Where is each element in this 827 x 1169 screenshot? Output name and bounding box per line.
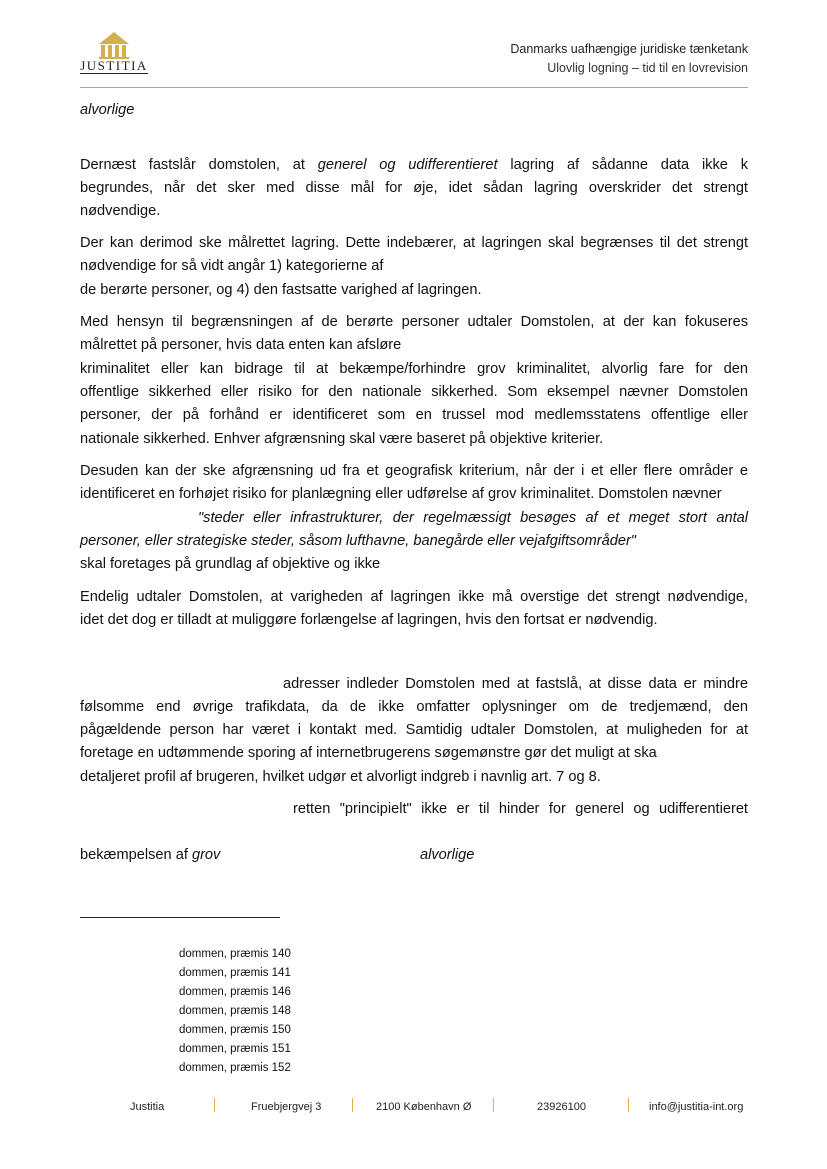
- footnote: dommen, præmis 148: [179, 1005, 291, 1017]
- body-line: pågældende person har været i kontakt med. Samtidig udtaler Domstolen, at muligheden for at: [80, 722, 748, 738]
- body-line: alvorlige: [80, 102, 135, 118]
- quote-line: personer, eller strategiske steder, såsom lufthavne, banegårde eller vejafgiftsområder": [80, 533, 636, 549]
- body-line: målrettet på personer, hvis data enten kan afsløre: [80, 337, 402, 353]
- footnote: dommen, præmis 152: [179, 1062, 291, 1074]
- body-line: Desuden kan der ske afgrænsning ud fra et geografisk kriterium, når der i et eller flere områder e: [80, 463, 748, 479]
- body-line: offentlige sikkerhed eller risiko for den nationale sikkerhed. Som eksempel nævner Domstolen: [80, 384, 748, 400]
- body-line: retten "principielt" ikke er til hinder for generel og udifferentieret: [293, 801, 748, 817]
- body-line: kriminalitet eller kan bidrage til at bekæmpe/forhindre grov kriminalitet, alvorlig fare for den: [80, 361, 748, 377]
- footer-phone: 23926100: [537, 1101, 586, 1113]
- organization-name: Danmarks uafhængige juridiske tænketank: [510, 42, 748, 56]
- body-line: foretage en udtømmende sporing af internetbrugerens søgemønstre gør det muligt at ska: [80, 745, 657, 761]
- body-line: Der kan derimod ske målrettet lagring. Dette indebærer, at lagringen skal begrænses til det strengt: [80, 235, 748, 251]
- footer-separator: [628, 1098, 629, 1112]
- body-line: detaljeret profil af brugeren, hvilket udgør et alvorligt indgreb i navnlig art. 7 og 8.: [80, 769, 601, 785]
- body-line: adresser indleder Domstolen med at fastslå, at disse data er mindre: [283, 676, 748, 692]
- body-line: personer, der på forhånd er identificeret som en trussel mod medlemsstatens offentlige eller: [80, 407, 748, 423]
- footer-separator: [352, 1098, 353, 1112]
- body-line: de berørte personer, og 4) den fastsatte varighed af lagringen.: [80, 282, 482, 298]
- columns-logo-icon: [78, 30, 150, 60]
- footnote: dommen, præmis 150: [179, 1024, 291, 1036]
- body-line: alvorlige: [420, 847, 475, 863]
- body-line: Med hensyn til begrænsningen af de berørte personer udtaler Domstolen, at der kan fokuseres: [80, 314, 748, 330]
- footer-city: 2100 København Ø: [376, 1101, 472, 1113]
- body-line: nationale sikkerhed. Enhver afgrænsning skal være baseret på objektive kriterier.: [80, 431, 604, 447]
- body-line: følsomme end øvrige trafikdata, da de ikke omfatter oplysninger om de tredjemænd, den: [80, 699, 748, 715]
- footnote-divider: [80, 917, 280, 918]
- body-line: nødvendige for så vidt angår 1) kategorierne af: [80, 258, 384, 274]
- footer-separator: [214, 1098, 215, 1112]
- quote-line: "steder eller infrastrukturer, der regelmæssigt besøges af et meget stort antal: [198, 510, 748, 526]
- body-line: Endelig udtaler Domstolen, at varigheden af lagringen ikke må overstige det strengt nødvendige,: [80, 589, 748, 605]
- footnote: dommen, præmis 140: [179, 948, 291, 960]
- footnote: dommen, præmis 151: [179, 1043, 291, 1055]
- body-line: bekæmpelsen af grov: [80, 847, 221, 863]
- footnote: dommen, præmis 146: [179, 986, 291, 998]
- logo-underline: [80, 73, 148, 74]
- body-line: idet det dog er tilladt at muliggøre forlængelse af lagringen, hvis den fortsat er nødvendig.: [80, 612, 658, 628]
- footer-email[interactable]: info@justitia-int.org: [649, 1101, 744, 1113]
- footer-separator: [493, 1098, 494, 1112]
- footer-street: Fruebjergvej 3: [251, 1101, 322, 1113]
- body-line: begrundes, når det sker med disse mål for øje, idet sådan lagring overskrider det strengt: [80, 180, 748, 196]
- logo-wordmark: JUSTITIA: [80, 58, 148, 73]
- footnote: dommen, præmis 141: [179, 967, 291, 979]
- document-title: Ulovlig logning – tid til en lovrevision: [547, 61, 748, 75]
- body-line: skal foretages på grundlag af objektive og ikke: [80, 556, 381, 572]
- body-line: identificeret en forhøjet risiko for planlægning eller udførelse af grov kriminalitet. Domstolen nævner: [80, 486, 722, 502]
- footer-name: Justitia: [130, 1101, 165, 1113]
- body-line: nødvendige.: [80, 203, 161, 219]
- header-divider: [80, 87, 748, 88]
- body-line: Dernæst fastslår domstolen, at generel og udifferentieret lagring af sådanne data ikke k: [80, 157, 748, 173]
